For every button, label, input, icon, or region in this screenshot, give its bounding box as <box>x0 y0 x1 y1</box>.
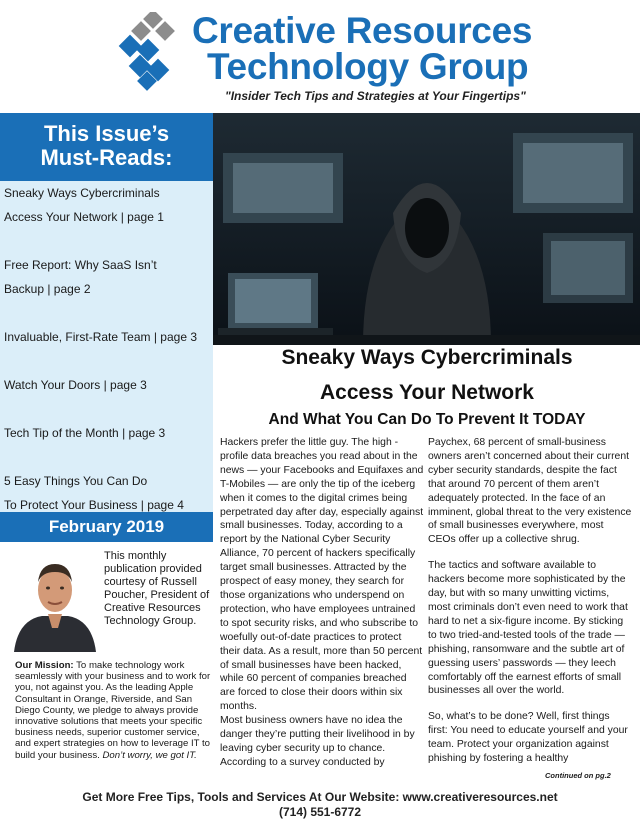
article-column-left <box>220 436 424 782</box>
footer-website-line[interactable]: Get More Free Tips, Tools and Services At Our Website: www.creativeresources.net <box>82 790 558 804</box>
must-read-item-easy-things[interactable]: 5 Easy Things You Can Do <box>4 474 148 488</box>
must-read-item-cybercriminals-page[interactable]: Access Your Network | page 1 <box>4 210 164 224</box>
owner-portrait-photo <box>12 548 98 652</box>
mission-statement <box>15 660 211 761</box>
article-column-right <box>428 436 632 778</box>
must-read-item-cybercriminals[interactable]: Sneaky Ways Cybercriminals <box>4 186 160 200</box>
owner-blurb: This monthly publication provided courtesy of Russell Poucher, President of Creative Resources Technology Group. <box>104 550 210 627</box>
company-logo-icon <box>118 12 184 92</box>
article-title-line1: Sneaky Ways Cybercriminals <box>281 346 573 369</box>
article-paragraph: The tactics and software available to hackers become more sophisticated by the day, but with so many unwitting victims, most criminals don’t even need to work that hard to net a six-figure income. By sticking to two tried-and-tested tools of the trade — phishing, ransomware and the subtle art of guessing users’ passwords — they leech comfortably off the earnest efforts of small businesses all over the world. <box>428 560 628 697</box>
article-paragraph: Paychex, 68 percent of small-business owners aren’t concerned about their current cyber security standards, despite the fact that around 70 percent of them aren’t adequately protected. In the face of an imminent, global threat to the very existence of small businesses everywhere, most CEOs offer up a collective shrug. <box>428 437 632 546</box>
mission-label: Our Mission: <box>15 660 74 671</box>
issue-date-banner: February 2019 <box>0 512 213 542</box>
must-reads-heading <box>0 113 213 181</box>
hacker-hero-image <box>213 113 640 345</box>
must-read-spacer <box>4 397 213 421</box>
article-subtitle: And What You Can Do To Prevent It TODAY <box>268 411 586 428</box>
must-read-item-watch-doors[interactable]: Watch Your Doors | page 3 <box>4 378 147 392</box>
article-paragraph: Most business owners have no idea the danger they’re putting their livelihood in by leaving cyber security up to chance. According to a survey conducted by <box>220 715 415 768</box>
brand-name-line2: Technology Group <box>207 46 529 87</box>
article-title-line2: Access Your Network <box>320 381 534 404</box>
footer-phone[interactable]: (714) 551-6772 <box>278 805 362 819</box>
tagline: "Insider Tech Tips and Strategies at Your Fingertips" <box>225 89 526 103</box>
mission-text: To make technology work seamlessly with your business and to work for you, not against you. As the leading Apple Consultant in Orange, Riverside, and San Diego County, we pledge to always provide innovative solutions that meets your specific business needs, superior customer service, and expert strategies on how to leverage IT to build your business. <box>15 660 211 761</box>
must-reads-heading-line1: This Issue’s <box>43 121 170 146</box>
article-paragraph: Hackers prefer the little guy. The high - profile data breaches you read about in the news — your Facebooks and Equifaxes and T-Mobiles — are only the tip of the iceberg when it comes to the digital crimes being perpetrated day after day, especially against small businesses. Today, according to a report by the National Cyber Security Alliance, 70 percent of hackers specifically target small businesses. Attracted by the prospect of easy money, they search for those organizations who underspend on protection, who have employees untrained to spot security risks, and who subscribe to woefully out-of-date practices to protect their data. As a result, more than 50 percent of small businesses have been hacked, while 60 percent of companies breached are forced to close their doors within six months. <box>220 437 424 713</box>
must-reads-heading-line2: Must-Reads: <box>40 145 173 170</box>
must-read-spacer <box>4 301 213 325</box>
must-reads-sidebar <box>0 113 213 513</box>
article-paragraph: So, what’s to be done? Well, first things first: You need to educate yourself and your team. Protect your organization against phishing by fostering a healthy <box>428 711 628 765</box>
page-footer <box>0 790 640 820</box>
continued-note: Continued on pg.2 <box>545 771 611 780</box>
mission-tail: Don’t worry, we got IT. <box>102 749 197 761</box>
must-read-item-tech-tip[interactable]: Tech Tip of the Month | page 3 <box>4 426 166 440</box>
must-read-item-first-rate-team[interactable]: Invaluable, First-Rate Team | page 3 <box>4 330 197 344</box>
must-read-item-easy-things-page[interactable]: To Protect Your Business | page 4 <box>4 498 184 512</box>
must-read-item-saas-report-page[interactable]: Backup | page 2 <box>4 282 91 296</box>
must-read-spacer <box>4 445 213 469</box>
must-read-spacer <box>4 349 213 373</box>
must-reads-list <box>0 181 213 517</box>
brand-name-line1: Creative Resources <box>192 10 533 51</box>
must-read-spacer <box>4 229 213 253</box>
article-title <box>222 340 632 410</box>
must-read-item-saas-report[interactable]: Free Report: Why SaaS Isn’t <box>4 258 157 272</box>
